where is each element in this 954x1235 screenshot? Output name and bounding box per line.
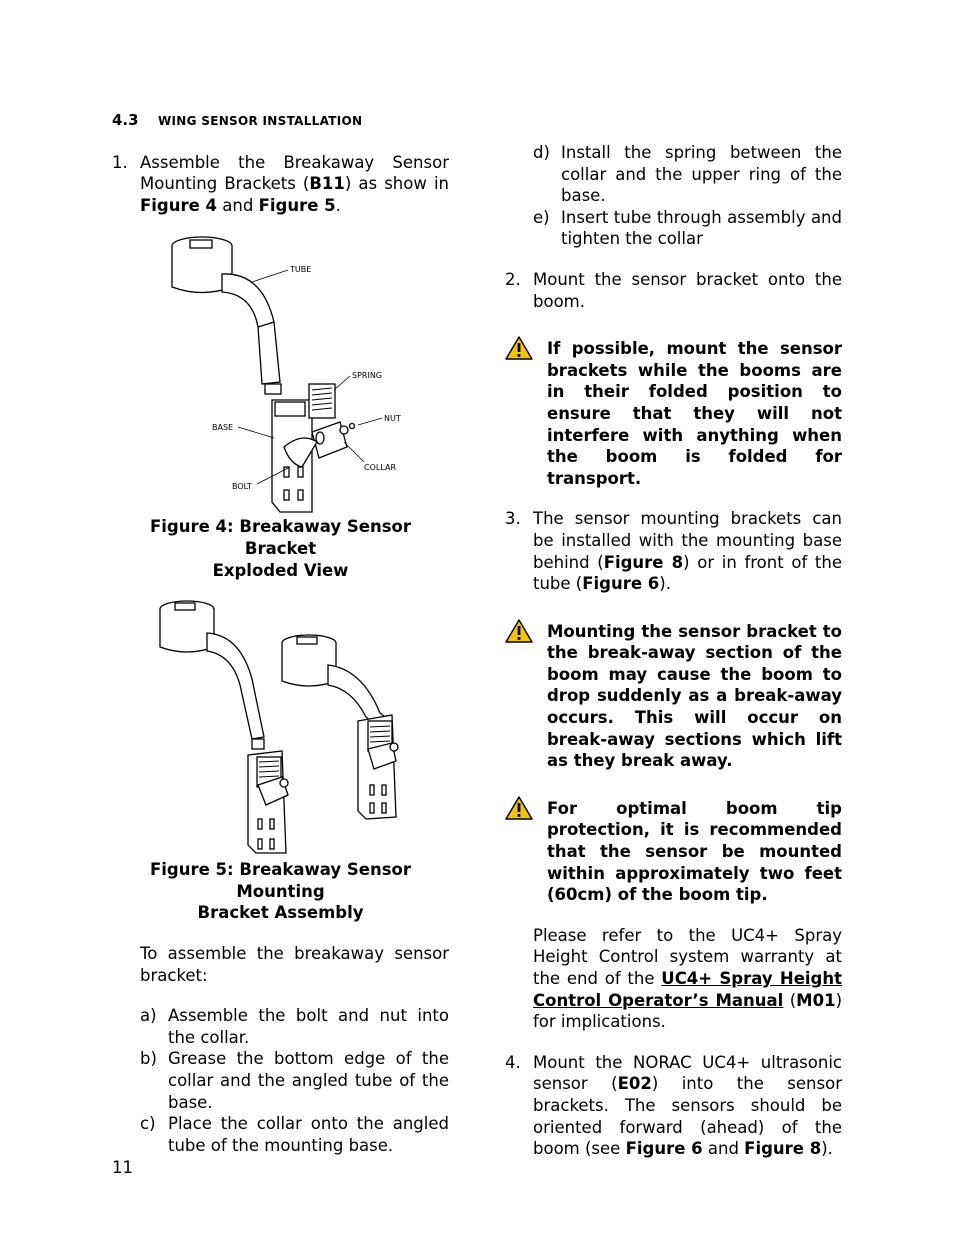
figure-5-caption: Figure 5: Breakaway Sensor Mounting Bracket Assembly — [149, 860, 411, 923]
section-number: 4.3 — [112, 111, 139, 129]
label-base: BASE — [212, 423, 234, 433]
warning-3: For optimal boom tip protection, it is recommended that the sensor be mounted within approximately two feet (60cm) of the boom tip. — [505, 798, 842, 906]
section-heading — [112, 110, 449, 133]
step-1: 1. Assemble the Breakaway Sensor Mounting Brackets (B11) as show in Figure 4 and Figure 5. — [112, 152, 449, 215]
figure-4-caption: Figure 4: Breakaway Sensor Bracket Exploded View — [149, 517, 411, 580]
substep-a: a) Assemble the bolt and nut into the collar. — [140, 1006, 449, 1047]
substep-c: c) Place the collar onto the angled tube of the mounting base. — [140, 1114, 449, 1155]
operators-manual-link[interactable]: UC4+ Spray Height Control Operator’s Manual — [533, 969, 842, 1010]
substep-d: d) Install the spring between the collar and the upper ring of the base. — [533, 143, 842, 206]
label-spring: SPRING — [352, 371, 383, 381]
warning-1: If possible, mount the sensor brackets while the booms are in their folded position to ensure that they will not interfere with anything when the boom is folded for transport. — [505, 338, 842, 489]
step-2: 2. Mount the sensor bracket onto the boom. — [505, 269, 842, 311]
warning-2: Mounting the sensor bracket to the break-away section of the boom may cause the boom to drop suddenly as a break-away occurs. This will occur on break-away sections which lift as they break away. — [505, 621, 842, 772]
figure-4-exploded-view — [112, 232, 449, 514]
left-column — [112, 110, 449, 1156]
assemble-intro: To assemble the breakaway sensor bracket: — [140, 943, 449, 985]
substep-e: e) Insert tube through assembly and tighten the collar — [533, 207, 842, 249]
label-nut: NUT — [384, 414, 401, 424]
step-3: 3. The sensor mounting brackets can be installed with the mounting base behind (Figure 8) or in front of the tube (Figure 6). — [505, 509, 842, 594]
right-column — [505, 142, 842, 1160]
page-number: 11 — [112, 1158, 133, 1177]
section-title: WING SENSOR INSTALLATION — [158, 114, 363, 128]
step-4: 4. Mount the NORAC UC4+ ultrasonic sensor (E02) into the sensor brackets. The sensors should be oriented forward (ahead) of the boom (see Figure 6 and Figure 8). — [505, 1052, 842, 1159]
warning-icon — [505, 796, 533, 820]
figure-5-bracket-assembly — [112, 597, 449, 855]
label-bolt: BOLT — [232, 482, 252, 492]
warranty-paragraph: Please refer to the UC4+ Spray Height Control system warranty at the end of the UC4+ Spray Height Control Operator’s Manual (M01) for implications. — [533, 925, 842, 1032]
warning-icon — [505, 619, 533, 643]
label-collar: COLLAR — [364, 463, 397, 473]
label-tube: TUBE — [290, 265, 312, 275]
warning-icon — [505, 336, 533, 360]
substep-b: b) Grease the bottom edge of the collar and the angled tube of the base. — [140, 1049, 449, 1112]
